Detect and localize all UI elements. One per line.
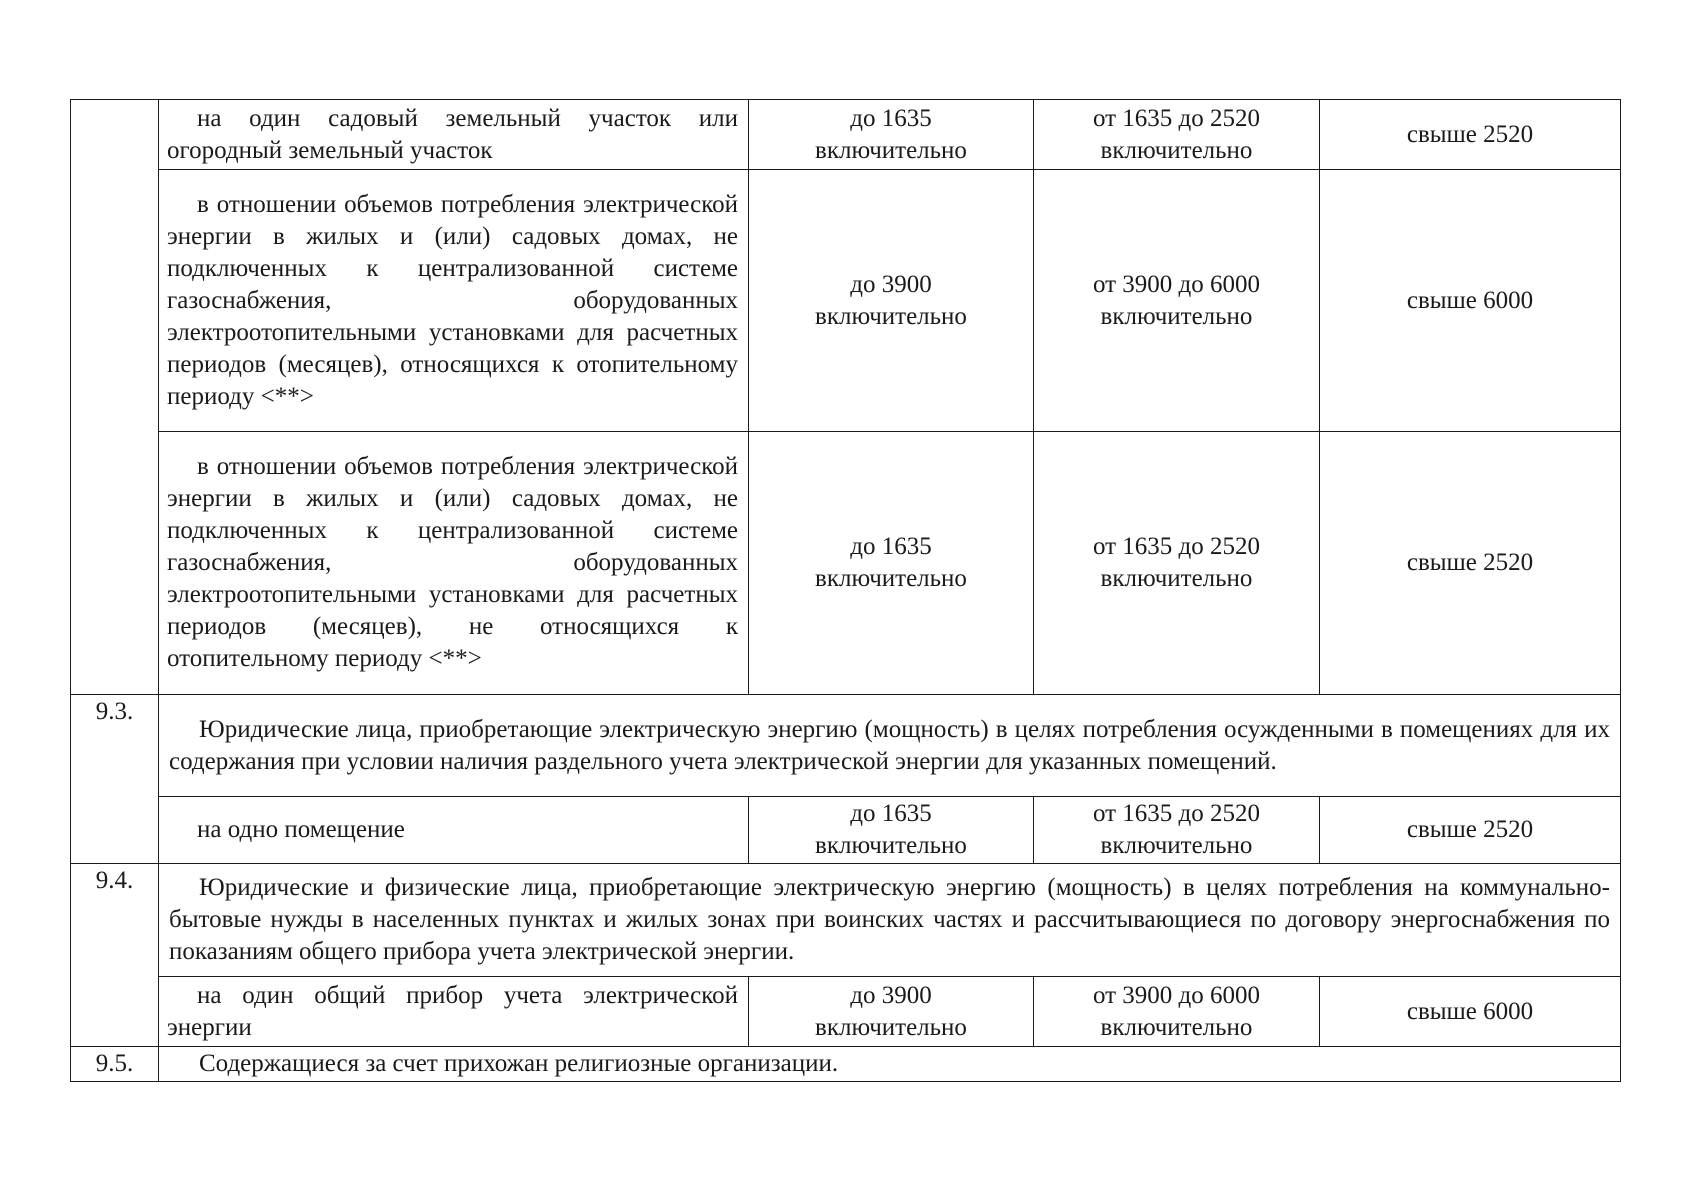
low-range-suffix: включительно — [815, 136, 967, 164]
low-range-cell — [749, 977, 1034, 1047]
high-range-cell: свыше 6000 — [1320, 170, 1621, 432]
table-row — [71, 100, 1621, 170]
row-description: в отношении объемов потребления электрической энергии в жилых и (или) садовых домах, не подключенных к централизованной системе газоснабжения, оборудованных электроотопительными установками для расчетных периодов (месяцев), не относящихся к отопительному периоду <**> — [159, 432, 749, 695]
low-range-cell — [749, 797, 1034, 864]
mid-range-cell — [1034, 977, 1320, 1047]
high-range-cell: свыше 2520 — [1320, 432, 1621, 695]
mid-range-suffix: включительно — [1100, 302, 1253, 330]
low-range-value: до 1635 — [850, 104, 932, 132]
section-number-9-5: 9.5. — [71, 1047, 159, 1082]
low-range-cell — [749, 432, 1034, 695]
tariff-table — [70, 99, 1621, 1082]
section-heading-9-5: Содержащиеся за счет прихожан религиозные организации. — [159, 1047, 1621, 1082]
low-range-value: до 3900 — [850, 981, 932, 1009]
low-range-cell — [749, 100, 1034, 170]
mid-range-cell — [1034, 432, 1320, 695]
mid-range-suffix: включительно — [1100, 565, 1253, 592]
low-range-suffix: включительно — [815, 565, 967, 592]
low-range-suffix: включительно — [815, 832, 967, 859]
table-row — [71, 977, 1621, 1047]
mid-range-value: от 1635 до 2520 — [1092, 800, 1261, 827]
low-range-suffix: включительно — [815, 1013, 967, 1041]
table-row — [71, 170, 1621, 432]
low-range-suffix: включительно — [815, 302, 967, 330]
mid-range-cell — [1034, 797, 1320, 864]
section-number-9-4: 9.4. — [71, 864, 159, 1047]
table-row — [71, 432, 1621, 695]
section-heading-row — [71, 864, 1621, 977]
mid-range-value: от 1635 до 2520 — [1092, 104, 1261, 132]
section-heading-9-4: Юридические и физические лица, приобретающие электрическую энергию (мощность) в целях потребления на коммунально-бытовые нужды в населенных пунктах и жилых зонах при воинских частях и рассчитывающиеся по договору энергоснабжения по показаниям общего прибора учета электрической энергии. — [159, 864, 1621, 977]
high-range-cell: свыше 6000 — [1320, 977, 1621, 1047]
low-range-value: до 1635 — [850, 533, 932, 560]
row-description: на одно помещение — [159, 797, 749, 864]
mid-range-suffix: включительно — [1100, 832, 1253, 859]
section-heading-row — [71, 1047, 1621, 1082]
low-range-cell — [749, 170, 1034, 432]
high-range-cell: свыше 2520 — [1320, 797, 1621, 864]
row-number-cell — [71, 100, 159, 695]
mid-range-cell — [1034, 100, 1320, 170]
section-number-9-3: 9.3. — [71, 695, 159, 864]
section-heading-row — [71, 695, 1621, 797]
mid-range-suffix: включительно — [1100, 1013, 1253, 1041]
row-description: на один общий прибор учета электрической энергии — [159, 977, 749, 1047]
section-heading-9-3: Юридические лица, приобретающие электрическую энергию (мощность) в целях потребления осужденными в помещениях для их содержания при условии наличия раздельного учета электрической энергии для указанных помещений. — [159, 695, 1621, 797]
low-range-value: до 1635 — [850, 800, 932, 827]
mid-range-value: от 3900 до 6000 — [1092, 270, 1261, 298]
mid-range-suffix: включительно — [1100, 136, 1253, 164]
table-row — [71, 797, 1621, 864]
mid-range-cell — [1034, 170, 1320, 432]
low-range-value: до 3900 — [850, 270, 932, 298]
mid-range-value: от 1635 до 2520 — [1092, 533, 1261, 560]
mid-range-value: от 3900 до 6000 — [1092, 981, 1261, 1009]
row-description: в отношении объемов потребления электрической энергии в жилых и (или) садовых домах, не подключенных к централизованной системе газоснабжения, оборудованных электроотопительными установками для расчетных периодов (месяцев), относящихся к отопительному периоду <**> — [159, 170, 749, 432]
high-range-cell: свыше 2520 — [1320, 100, 1621, 170]
row-description: на один садовый земельный участок или огородный земельный участок — [159, 100, 749, 170]
